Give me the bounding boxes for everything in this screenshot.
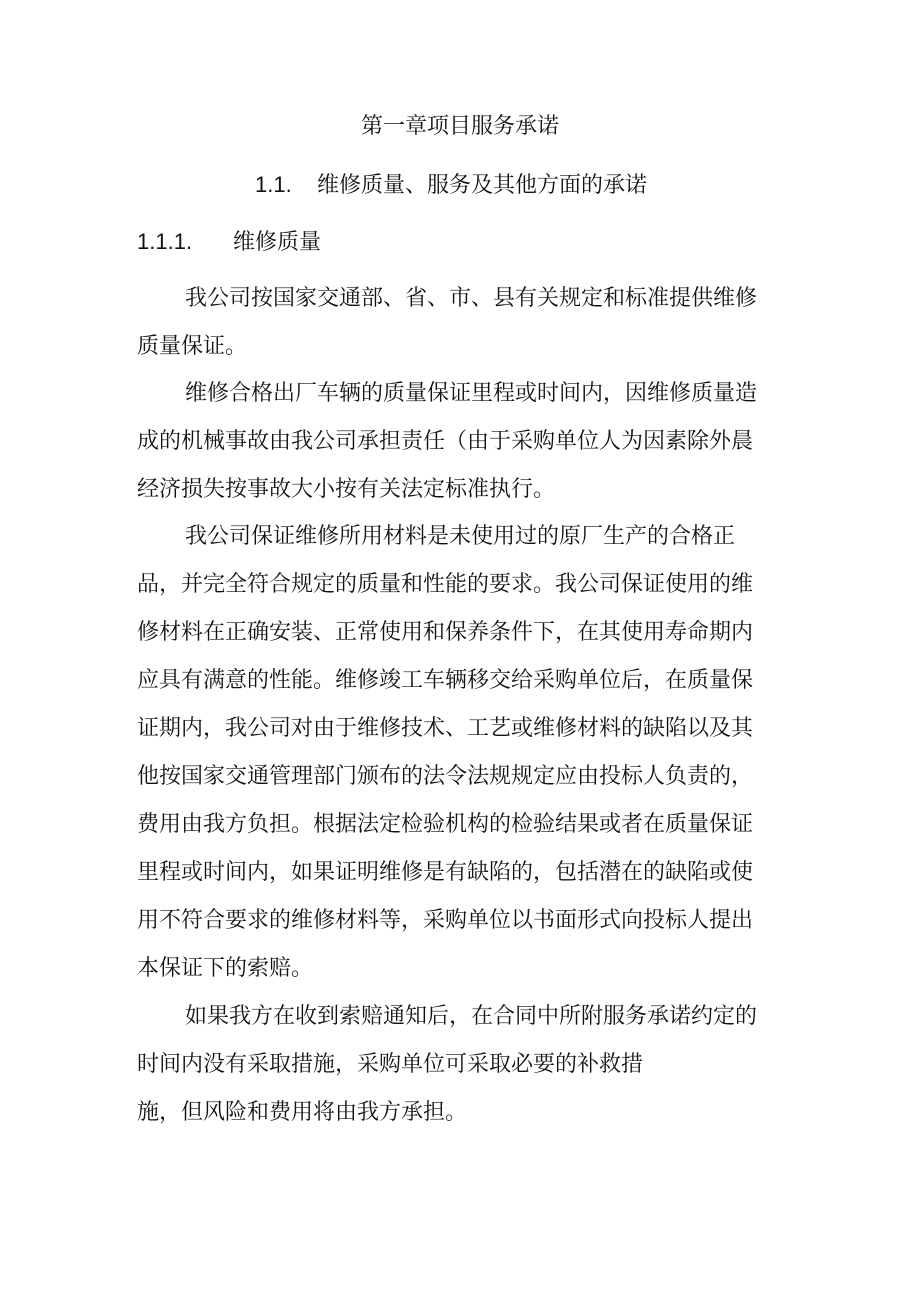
paragraph-line: 本保证下的索赔。 (137, 956, 314, 981)
chapter-title: 第一章项目服务承诺 (360, 114, 559, 139)
paragraph-accident-liability (137, 370, 797, 514)
paragraph-line: 我公司保证维修所用材料是未使用过的原厂生产的合格正 (185, 524, 736, 549)
paragraph-line: 证期内，我公司对由于维修技术、工艺或维修材料的缺陷以及其 (137, 716, 754, 741)
paragraph-quality-guarantee (137, 275, 797, 371)
paragraph-line: 用不符合要求的维修材料等，采购单位以书面形式向投标人提出 (137, 908, 754, 933)
paragraph-materials-warranty (137, 513, 797, 993)
paragraph-line: 他按国家交通管理部门颁布的法令法规规定应由投标人负责的， (137, 764, 754, 789)
paragraph-line: 应具有满意的性能。维修竣工车辆移交给采购单位后，在质量保 (137, 668, 754, 693)
paragraph-line: 经济损失按事故大小按有关法定标准执行。 (137, 477, 556, 502)
paragraph-line: 质量保证。 (137, 334, 248, 359)
paragraph-line: 如果我方在收到索赔通知后，在合同中所附服务承诺约定的 (185, 1004, 758, 1029)
paragraph-line: 修材料在正确安装、正常使用和保养条件下，在其使用寿命期内 (137, 620, 754, 645)
paragraph-line: 时间内没有采取措施，采购单位可采取必要的补救措 (137, 1052, 644, 1077)
paragraph-line: 费用由我方负担。根据法定检验机构的检验结果或者在质量保证 (137, 812, 754, 837)
section-number: 1.1. (255, 172, 292, 197)
paragraph-line: 施，但风险和费用将由我方承担。 (137, 1100, 468, 1125)
paragraph-line: 成的机械事故由我公司承担责任（由于采购单位人为因素除外晨 (137, 429, 754, 454)
subsection-title: 维修质量 (233, 230, 322, 255)
section-title: 维修质量、服务及其他方面的承诺 (317, 173, 648, 198)
paragraph-line: 品，并完全符合规定的质量和性能的要求。我公司保证使用的维 (137, 572, 754, 597)
subsection-number: 1.1.1. (137, 229, 193, 254)
paragraph-remedial-measures (137, 993, 797, 1137)
paragraph-line: 维修合格出厂车辆的质量保证里程或时间内，因维修质量造 (185, 381, 758, 406)
paragraph-line: 里程或时间内，如果证明维修是有缺陷的，包括潜在的缺陷或使 (137, 860, 754, 885)
section-heading (255, 170, 647, 201)
subsection-heading (137, 227, 321, 258)
paragraph-line: 我公司按国家交通部、省、市、县有关规定和标准提供维修 (185, 286, 758, 311)
